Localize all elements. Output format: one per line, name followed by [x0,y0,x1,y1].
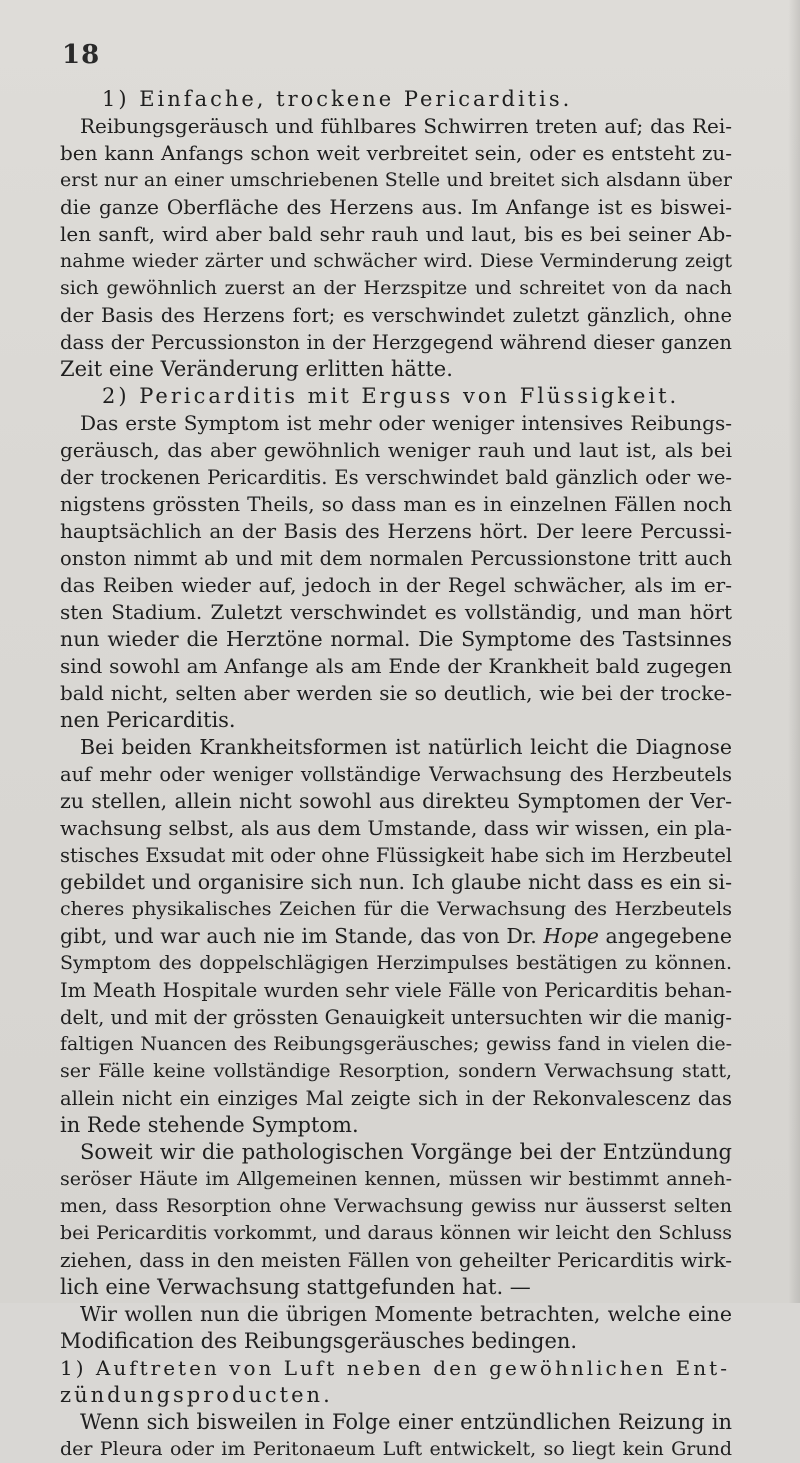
text-line: onston nimmt ab und mit dem normalen Percussionstone tritt auch [60,547,732,570]
text-line: sich gewöhnlich zuerst an der Herzspitze und schreitet von da nach [60,277,732,299]
text-line: Zeit eine Veränderung erlitten hätte. [60,357,453,381]
text-line: Wenn sich bisweilen in Folge einer entzündlichen Reizung in [80,1410,732,1434]
text-line: len sanft, wird aber bald sehr rauh und laut, bis es bei seiner Ab- [60,222,732,246]
text-line: das Reiben wieder auf, jedoch in der Regel schwächer, als im er- [60,573,732,597]
section-heading: 2) Pericarditis mit Erguss von Flüssigkeit. [102,384,680,408]
text-line: auf mehr oder weniger vollständige Verwachsung des Herzbeutels [60,763,732,786]
text-line: gibt, und war auch nie im Stande, das von Dr. Hope angegebene [60,924,732,948]
text-line: Soweit wir die pathologischen Vorgänge bei der Entzündung [80,1140,732,1164]
section-heading: zündungsproducten. [60,1383,333,1407]
page-edge-shadow [788,0,800,1303]
text-line: erst nur an einer umschriebenen Stelle und breitet sich alsdann über [60,169,732,191]
text-line: nen Pericarditis. [60,708,236,732]
page-number: 18 [62,40,101,70]
text-line: Symptom des doppelschlägigen Herzimpulses bestätigen zu können. [60,952,732,974]
text-line: faltigen Nuancen des Reibungsgeräusches; gewiss fand in vielen die- [60,1033,732,1055]
text-line: lich eine Verwachsung stattgefunden hat. — [60,1275,531,1299]
text-line: cheres physikalisches Zeichen für die Verwachsung des Herzbeutels [60,898,732,920]
text-line: bei Pericarditis vorkommt, und daraus können wir leicht den Schluss [60,1222,732,1244]
text-line: ziehen, dass in den meisten Fällen von geheilter Pericarditis wirk- [60,1248,732,1272]
text-line: Modification des Reibungsgeräusches bedingen. [60,1329,578,1353]
text-line: der Basis des Herzens fort; es verschwindet zuletzt gänzlich, ohne [60,304,732,327]
text-line: allein nicht ein einziges Mal zeigte sich in der Rekonvalescenz das [60,1087,732,1110]
text-line: nigstens grössten Theils, so dass man es in einzelnen Fällen noch [60,492,732,516]
text-line: der trockenen Pericarditis. Es verschwindet bald gänzlich oder we- [60,466,732,489]
section-heading: 1) Einfache, trockene Pericarditis. [102,87,573,111]
text-line: bald nicht, selten aber werden sie so deutlich, wie bei der trocke- [60,681,732,705]
text-line: die ganze Oberfläche des Herzens aus. Im Anfange ist es biswei- [60,195,732,219]
text-line: hauptsächlich an der Basis des Herzens hört. Der leere Percussi- [60,519,732,543]
text-line: delt, und mit der grössten Genauigkeit untersuchten wir die manig- [60,1006,732,1029]
text-line: wachsung selbst, als aus dem Umstande, dass wir wissen, ein pla- [60,816,732,840]
text-line: men, dass Resorption ohne Verwachsung gewiss nur äusserst selten [60,1195,732,1217]
text-line: dass der Percussionston in der Herzgegend während dieser ganzen [60,331,732,354]
text-line: zu stellen, allein nicht sowohl aus direkteu Symptomen der Ver- [60,789,732,813]
text-line: nun wieder die Herztöne normal. Die Symptome des Tastsinnes [60,627,732,651]
text-line: nahme wieder zärter und schwächer wird. Diese Verminderung zeigt [60,250,732,272]
text-line: ser Fälle keine vollständige Resorption, sondern Verwachsung statt, [60,1060,732,1082]
text-line: Das erste Symptom ist mehr oder weniger intensives Reibungs- [80,411,732,435]
text-line: Wir wollen nun die übrigen Momente betrachten, welche eine [80,1302,732,1326]
body-text [60,86,732,1463]
text-line: Bei beiden Krankheitsformen ist natürlich leicht die Diagnose [80,735,732,759]
text-line: Reibungsgeräusch und fühlbares Schwirren treten auf; das Rei- [80,114,732,138]
text-line: ben kann Anfangs schon weit verbreitet sein, oder es entsteht zu- [60,141,732,165]
text-line: seröser Häute im Allgemeinen kennen, müssen wir bestimmt anneh- [60,1168,732,1190]
section-heading: 1) Auftreten von Luft neben den gewöhnlichen Ent- [60,1356,730,1380]
text-line: sind sowohl am Anfange als am Ende der Krankheit bald zugegen [60,654,732,678]
text-line: stisches Exsudat mit oder ohne Flüssigkeit habe sich im Herzbeutel [60,844,733,867]
text-line: gebildet und organisire sich nun. Ich glaube nicht dass es ein si- [60,870,732,894]
italic-name: Hope [543,924,599,948]
text-line: in Rede stehende Symptom. [60,1113,359,1137]
text-line: geräusch, das aber gewöhnlich weniger rauh und laut ist, als bei [60,438,732,462]
text-line: Im Meath Hospitale wurden sehr viele Fälle von Pericarditis behan- [60,979,732,1002]
text-line: der Pleura oder im Peritonaeum Luft entwickelt, so liegt kein Grund [60,1438,732,1460]
text-line: sten Stadium. Zuletzt verschwindet es vollständig, und man hört [60,600,732,624]
